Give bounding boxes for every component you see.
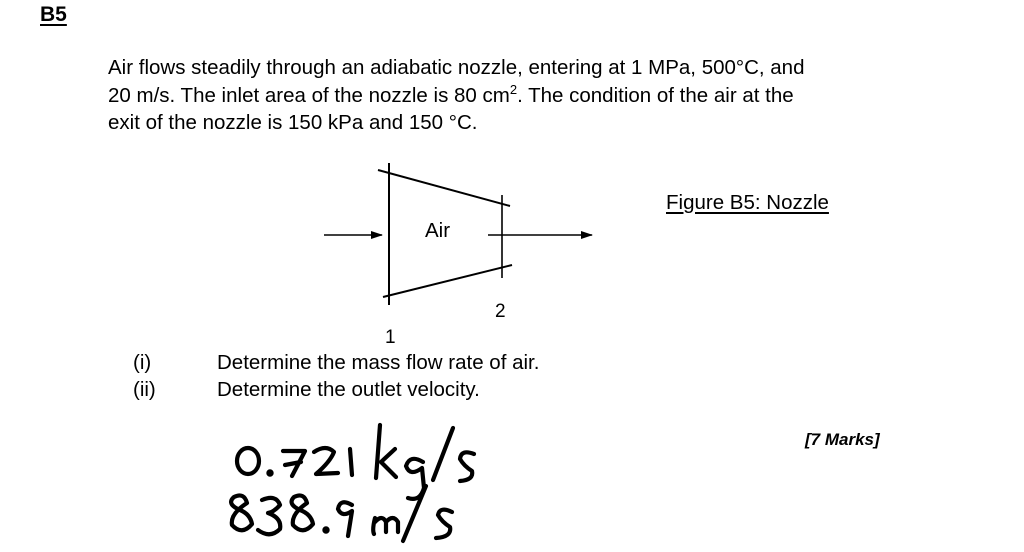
question-number: (ii) (133, 378, 156, 401)
inlet-station-label: 1 (385, 327, 396, 348)
question-number: (i) (133, 351, 152, 374)
handwritten-answer-mass-flow (237, 425, 474, 499)
problem-line-1: Air flows steadily through an adiabatic nozzle, entering at 1 MPa, 500°C, and (108, 56, 805, 79)
problem-line-2: 20 m/s. The inlet area of the nozzle is 80 $cm^2$. The condition of the air at the (108, 81, 794, 107)
fluid-label: Air (425, 219, 451, 242)
question-text: Determine the mass flow rate of air. (217, 351, 540, 374)
outlet-station-label: 2 (495, 301, 506, 322)
marks-label: [7 Marks] (805, 430, 880, 449)
section-heading: B5 (40, 3, 67, 26)
superscript: 2 (509, 81, 518, 97)
figure-caption: Figure B5: Nozzle (666, 191, 829, 214)
question-text: Determine the outlet velocity. (217, 378, 480, 401)
problem-line-3: exit of the nozzle is 150 kPa and 150 °C. (108, 111, 478, 134)
